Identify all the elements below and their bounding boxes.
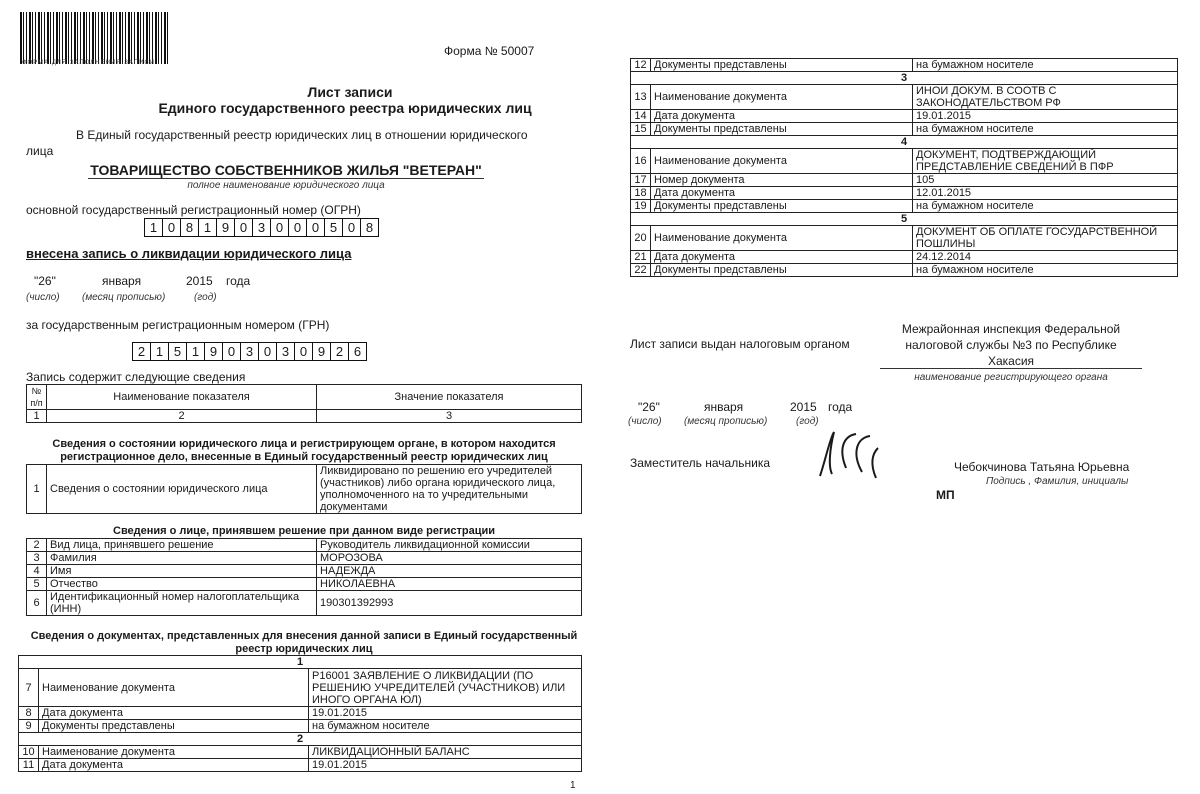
date2-year-suffix: года xyxy=(828,400,853,414)
row-num: 20 xyxy=(631,226,651,251)
row-name: Документы представлены xyxy=(651,59,913,72)
row-value: на бумажном носителе xyxy=(913,59,1178,72)
row-num: 13 xyxy=(631,85,651,110)
digit-box: 0 xyxy=(162,218,181,237)
digit-box: 0 xyxy=(270,218,289,237)
row-name: Дата документа xyxy=(39,759,309,772)
section-person-title: Сведения о лице, принявшем решение при данном виде регистрации xyxy=(113,525,495,537)
row-name: Наименование документа xyxy=(651,85,913,110)
row-num: 15 xyxy=(631,123,651,136)
digit-box: 1 xyxy=(198,218,217,237)
date2-day: "26" xyxy=(638,400,660,414)
digit-box: 0 xyxy=(306,218,325,237)
table-row xyxy=(27,552,582,565)
state-value: Ликвидировано по решению его учредителей (участников) либо органа юридического лица, уполномоченного на то учредительными документами xyxy=(317,465,582,514)
entry-made: внесена запись о ликвидации юридического лица xyxy=(26,246,352,261)
handwritten-signature xyxy=(800,418,892,490)
row-num: 11 xyxy=(19,759,39,772)
date1-day-caption: (число) xyxy=(26,292,60,303)
row-value: 24.12.2014 xyxy=(913,251,1178,264)
date2-month-caption: (месяц прописью) xyxy=(684,416,768,427)
state-name: Сведения о состоянии юридического лица xyxy=(47,465,317,514)
row-name: Дата документа xyxy=(651,187,913,200)
signer-name: Чебокчинова Татьяна Юрьевна xyxy=(954,460,1130,474)
grn-boxes xyxy=(132,342,366,361)
digit-box: 9 xyxy=(312,342,331,361)
row-value: Р16001 ЗАЯВЛЕНИЕ О ЛИКВИДАЦИИ (ПО РЕШЕНИЮ УЧРЕДИТЕЛЕЙ (УЧАСТНИКОВ) ИЛИ ИНОГО ОРГАНА ЮЛ) xyxy=(309,669,582,707)
row-value: 105 xyxy=(913,174,1178,187)
page-number: 1 xyxy=(570,780,576,791)
date1-month: января xyxy=(102,274,142,288)
date2-year: 2015 xyxy=(790,400,817,414)
row-name: Наименование документа xyxy=(651,226,913,251)
row-num: 22 xyxy=(631,264,651,277)
header-value: Значение показателя xyxy=(317,385,582,410)
row-num: 16 xyxy=(631,149,651,174)
grn-label: за государственным регистрационным номером (ГРН) xyxy=(26,318,330,332)
authority-line3: Хакасия xyxy=(880,354,1142,369)
row-name: Отчество xyxy=(47,578,317,591)
doc-group-3: 3 xyxy=(631,72,1178,85)
row-name: Документы представлены xyxy=(651,264,913,277)
table-row xyxy=(27,565,582,578)
date2-year-caption: (год) xyxy=(796,416,819,427)
signer-caption: Подпись , Фамилия, инициалы xyxy=(986,476,1129,487)
row-num: 10 xyxy=(19,746,39,759)
digit-box: 0 xyxy=(234,218,253,237)
row-num: 12 xyxy=(631,59,651,72)
row-value: ИНОИ ДОКУМ. В СООТВ С ЗАКОНОДАТЕЛЬСТВОМ РФ xyxy=(913,85,1178,110)
row-name: Дата документа xyxy=(651,251,913,264)
row-value: ДОКУМЕНТ, ПОДТВЕРЖДАЮЩИЙ ПРЕДСТАВЛЕНИЕ СВЕДЕНИЙ В ПФР xyxy=(913,149,1178,174)
row-value: НАДЕЖДА xyxy=(317,565,582,578)
row-name: Идентификационный номер налогоплательщика (ИНН) xyxy=(47,591,317,616)
row-name: Наименование документа xyxy=(651,149,913,174)
issued-label: Лист записи выдан налоговым органом xyxy=(630,337,850,351)
doc-group-1: 1 xyxy=(19,656,582,669)
digit-box: 0 xyxy=(258,342,277,361)
table-row xyxy=(27,539,582,552)
date1-year-caption: (год) xyxy=(194,292,217,303)
row-value: на бумажном носителе xyxy=(913,123,1178,136)
row-value: на бумажном носителе xyxy=(913,200,1178,213)
row-value: МОРОЗОВА xyxy=(317,552,582,565)
row-value: на бумажном носителе xyxy=(309,720,582,733)
row-num: 17 xyxy=(631,174,651,187)
ogrn-label: основной государственный регистрационный номер (ОГРН) xyxy=(26,203,361,217)
digit-box: 8 xyxy=(180,218,199,237)
authority-line1: Межрайонная инспекция Федеральной xyxy=(901,322,1121,336)
row-num: 4 xyxy=(27,565,47,578)
doc-group-2: 2 xyxy=(19,733,582,746)
row-num: 8 xyxy=(19,707,39,720)
date1-year: 2015 xyxy=(186,274,213,288)
header-c1: 1 xyxy=(27,410,47,423)
row-name: Документы представлены xyxy=(651,200,913,213)
row-num: 21 xyxy=(631,251,651,264)
digit-box: 9 xyxy=(204,342,223,361)
date1-month-caption: (месяц прописью) xyxy=(82,292,166,303)
digit-box: 1 xyxy=(144,218,163,237)
row-value: Руководитель ликвидационной комиссии xyxy=(317,539,582,552)
digit-box: 3 xyxy=(276,342,295,361)
digit-box: 8 xyxy=(360,218,379,237)
signer-position: Заместитель начальника xyxy=(630,456,771,470)
title-line2: Единого государственного реестра юридических лиц xyxy=(158,100,532,116)
row-value: на бумажном носителе xyxy=(913,264,1178,277)
row-name: Документы представлены xyxy=(651,123,913,136)
digit-box: 0 xyxy=(222,342,241,361)
entity-name-caption: полное наименование юридического лица xyxy=(187,180,385,191)
header-c2: 2 xyxy=(47,410,317,423)
header-c3: 3 xyxy=(317,410,582,423)
person-table xyxy=(26,538,582,616)
table-row xyxy=(27,591,582,616)
header-table xyxy=(26,384,582,423)
row-num: 6 xyxy=(27,591,47,616)
digit-box: 1 xyxy=(150,342,169,361)
row-value: 19.01.2015 xyxy=(309,707,582,720)
row-value: ДОКУМЕНТ ОБ ОПЛАТЕ ГОСУДАРСТВЕННОЙ ПОШЛИНЫ xyxy=(913,226,1178,251)
digit-box: 9 xyxy=(216,218,235,237)
digit-box: 3 xyxy=(252,218,271,237)
digit-box: 1 xyxy=(186,342,205,361)
digit-box: 5 xyxy=(168,342,187,361)
digit-box: 6 xyxy=(348,342,367,361)
docs-table-right xyxy=(630,58,1178,277)
row-num: 5 xyxy=(27,578,47,591)
table-row xyxy=(27,578,582,591)
digit-box: 0 xyxy=(288,218,307,237)
header-num: № п/п xyxy=(27,385,47,410)
row-num: 9 xyxy=(19,720,39,733)
row-name: Номер документа xyxy=(651,174,913,187)
date2-month: января xyxy=(704,400,744,414)
title-line1: Лист записи xyxy=(307,84,393,100)
row-num: 2 xyxy=(27,539,47,552)
authority-caption: наименование регистрирующего органа xyxy=(914,372,1108,383)
row-num: 14 xyxy=(631,110,651,123)
row-num: 19 xyxy=(631,200,651,213)
row-name: Наименование документа xyxy=(39,746,309,759)
row-name: Наименование документа xyxy=(39,669,309,707)
row-num: 7 xyxy=(19,669,39,707)
doc-group-4: 4 xyxy=(631,136,1178,149)
state-num: 1 xyxy=(27,465,47,514)
row-value: НИКОЛАЕВНА xyxy=(317,578,582,591)
row-name: Вид лица, принявшего решение xyxy=(47,539,317,552)
row-num: 18 xyxy=(631,187,651,200)
authority-line2: налоговой службы №3 по Республике xyxy=(905,338,1117,352)
row-name: Дата документа xyxy=(651,110,913,123)
row-name: Дата документа xyxy=(39,707,309,720)
digit-box: 0 xyxy=(294,342,313,361)
ogrn-boxes xyxy=(144,218,378,237)
barcode-caption: ФОРМА ДЛЯ ЗАПОЛНЕНИЯ ЗАПИСИ xyxy=(22,60,156,66)
form-number: Форма № 50007 xyxy=(444,44,535,58)
section-state-title: Сведения о состоянии юридического лица и регистрирующем органе, в котором находится регистрационное дело, внесенные в Единый государственный реестр юридических лиц xyxy=(52,438,556,463)
row-value: 12.01.2015 xyxy=(913,187,1178,200)
header-name: Наименование показателя xyxy=(47,385,317,410)
row-value: 19.01.2015 xyxy=(309,759,582,772)
row-num: 3 xyxy=(27,552,47,565)
state-table xyxy=(26,464,582,514)
digit-box: 2 xyxy=(330,342,349,361)
digit-box: 5 xyxy=(324,218,343,237)
row-value: 19.01.2015 xyxy=(913,110,1178,123)
row-name: Имя xyxy=(47,565,317,578)
intro-line2: лица xyxy=(26,144,54,158)
row-name: Документы представлены xyxy=(39,720,309,733)
stamp-place: МП xyxy=(936,488,955,502)
digit-box: 3 xyxy=(240,342,259,361)
row-name: Фамилия xyxy=(47,552,317,565)
doc-group-5: 5 xyxy=(631,213,1178,226)
row-value: 190301392993 xyxy=(317,591,582,616)
contains-label: Запись содержит следующие сведения xyxy=(26,370,246,384)
docs-table-left xyxy=(18,655,582,772)
digit-box: 0 xyxy=(342,218,361,237)
barcode xyxy=(20,12,170,64)
section-docs-title: Сведения о документах, представленных для внесения данной записи в Единый государственный реестр юридических лиц xyxy=(30,630,578,655)
intro-line1: В Единый государственный реестр юридических лиц в отношении юридического xyxy=(76,128,528,142)
date2-day-caption: (число) xyxy=(628,416,662,427)
date1-year-suffix: года xyxy=(226,274,251,288)
digit-box: 2 xyxy=(132,342,151,361)
entity-name: ТОВАРИЩЕСТВО СОБСТВЕННИКОВ ЖИЛЬЯ "ВЕТЕРАН" xyxy=(88,162,484,179)
date1-day: "26" xyxy=(34,274,56,288)
row-value: ЛИКВИДАЦИОННЫЙ БАЛАНС xyxy=(309,746,582,759)
